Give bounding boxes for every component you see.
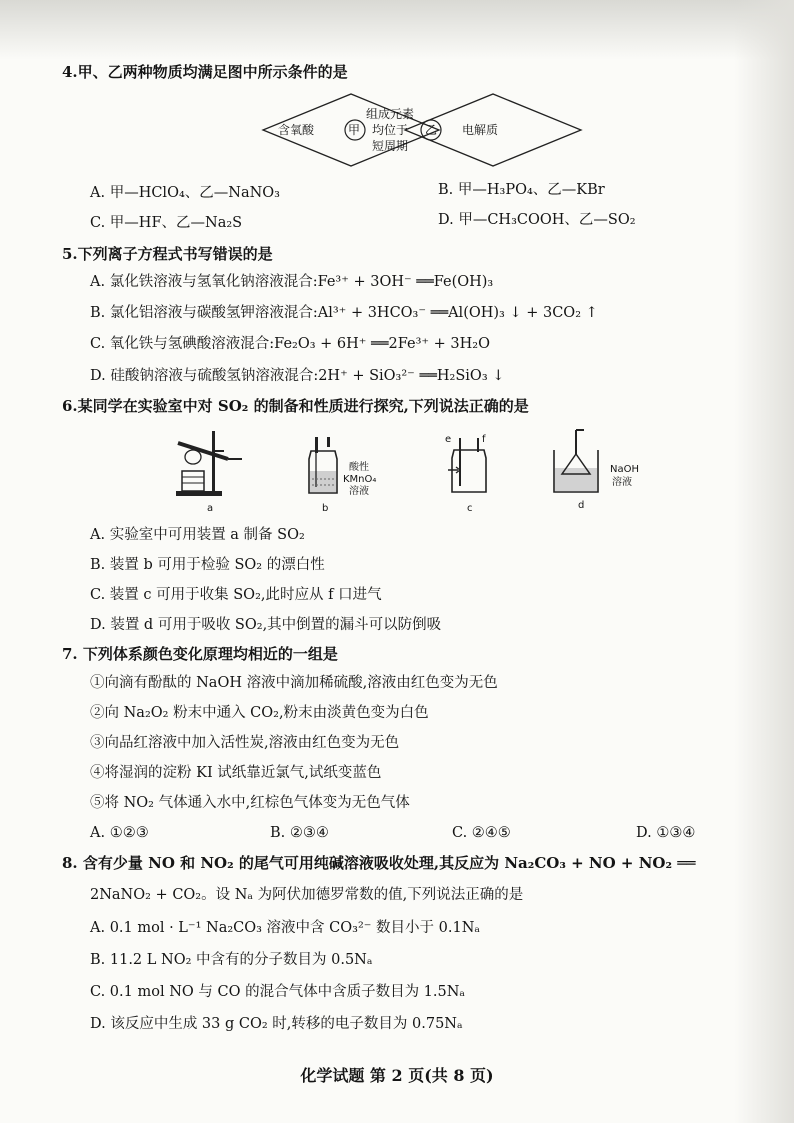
diagram-label-yi: 乙: [425, 123, 438, 137]
question-8-option-d: D. 该反应中生成 33 g CO₂ 时,转移的电子数目为 0.75Nₐ: [90, 1016, 463, 1032]
question-6-option-c: C. 装置 c 可用于收集 SO₂,此时应从 f 口进气: [90, 587, 382, 603]
question-7-option-c: C. ②④⑤: [452, 825, 511, 841]
question-5-stem: 5.下列离子方程式书写错误的是: [62, 245, 273, 263]
apparatus-b: [303, 435, 343, 497]
apparatus-d-label-2: 溶液: [612, 477, 632, 488]
question-4-option-b: B. 甲—H₃PO₄、乙—KBr: [438, 182, 605, 198]
question-8-option-b: B. 11.2 L NO₂ 中含有的分子数目为 0.5Nₐ: [90, 952, 373, 968]
apparatus-b-label-2: KMnO₄: [343, 474, 377, 485]
question-7-item-4: ④将湿润的淀粉 KI 试纸靠近氯气,试纸变蓝色: [90, 765, 382, 781]
question-6-option-a: A. 实验室中可用装置 a 制备 SO₂: [90, 527, 305, 543]
question-4-option-c: C. 甲—HF、乙—Na₂S: [90, 215, 243, 231]
question-4-option-d: D. 甲—CH₃COOH、乙—SO₂: [438, 212, 636, 228]
diagram-label-oxyacid: 含氧酸: [278, 123, 315, 137]
apparatus-a: [168, 425, 248, 500]
question-5-option-c: C. 氧化铁与氢碘酸溶液混合:Fe₂O₃ + 6H⁺ ══2Fe³⁺ + 3H₂O: [90, 336, 490, 352]
question-7-option-d: D. ①③④: [636, 825, 696, 841]
apparatus-d-label-1: NaOH: [610, 464, 639, 475]
page-footer: 化学试题 第 2 页(共 8 页): [300, 1066, 494, 1085]
question-7-option-b: B. ②③④: [270, 825, 329, 841]
apparatus-b-label: b: [322, 503, 329, 514]
question-8-stem-line-2: 2NaNO₂ + CO₂。设 Nₐ 为阿伏加德罗常数的值,下列说法正确的是: [90, 887, 524, 903]
question-7-option-a: A. ①②③: [90, 825, 149, 841]
question-5-option-b: B. 氯化铝溶液与碳酸氢钾溶液混合:Al³⁺ + 3HCO₃⁻ ══Al(OH)₃ ↓ + 3CO₂ ↑: [90, 305, 598, 321]
question-8-option-c: C. 0.1 mol NO 与 CO 的混合气体中含质子数目为 1.5Nₐ: [90, 984, 466, 1000]
question-6-option-d: D. 装置 d 可用于吸收 SO₂,其中倒置的漏斗可以防倒吸: [90, 617, 442, 633]
apparatus-d-label: d: [578, 500, 585, 511]
question-5-option-d: D. 硅酸钠溶液与硫酸氢钠溶液混合:2H⁺ + SiO₃²⁻ ══H₂SiO₃ ↓: [90, 368, 505, 384]
question-7-stem: 7. 下列体系颜色变化原理均相近的一组是: [62, 645, 338, 663]
question-4-option-a: A. 甲—HClO₄、乙—NaNO₃: [90, 185, 280, 201]
question-8-stem-line-1: 8. 含有少量 NO 和 NO₂ 的尾气可用纯碱溶液吸收处理,其反应为 Na₂CO₃ + NO + NO₂ ══: [62, 854, 696, 872]
apparatus-c-label-e: e: [445, 434, 452, 445]
question-7-item-5: ⑤将 NO₂ 气体通入水中,红棕色气体变为无色气体: [90, 795, 410, 811]
apparatus-a-label: a: [207, 503, 214, 514]
question-4-stem: 4.甲、乙两种物质均满足图中所示条件的是: [62, 63, 348, 81]
question-7-item-2: ②向 Na₂O₂ 粉末中通入 CO₂,粉末由淡黄色变为白色: [90, 705, 429, 721]
apparatus-b-label-3: 溶液: [349, 486, 369, 497]
diagram-label-jia: 甲: [348, 123, 361, 137]
question-6-option-b: B. 装置 b 可用于检验 SO₂ 的漂白性: [90, 557, 325, 573]
scan-shadow-right: [734, 0, 794, 1123]
question-7-item-3: ③向品红溶液中加入活性炭,溶液由红色变为无色: [90, 735, 400, 751]
apparatus-c-label-f: f: [482, 434, 486, 445]
apparatus-d: [546, 428, 606, 498]
question-7-item-1: ①向滴有酚酞的 NaOH 溶液中滴加稀硫酸,溶液由红色变为无色: [90, 675, 498, 691]
question-6-stem: 6.某同学在实验室中对 SO₂ 的制备和性质进行探究,下列说法正确的是: [62, 397, 529, 415]
diagram-label-electrolyte: 电解质: [462, 123, 499, 137]
apparatus-b-label-1: 酸性: [349, 462, 369, 473]
scan-shadow-top: [0, 0, 794, 60]
question-8-option-a: A. 0.1 mol · L⁻¹ Na₂CO₃ 溶液中含 CO₃²⁻ 数目小于 0.1Nₐ: [90, 920, 480, 936]
question-5-option-a: A. 氯化铁溶液与氢氧化钠溶液混合:Fe³⁺ + 3OH⁻ ══Fe(OH)₃: [90, 274, 494, 290]
diagram-label-center-2: 均位于: [372, 123, 409, 137]
diagram-label-center-3: 短周期: [372, 139, 409, 153]
apparatus-c-label: c: [467, 503, 473, 514]
diagram-label-center-1: 组成元素: [366, 107, 415, 121]
